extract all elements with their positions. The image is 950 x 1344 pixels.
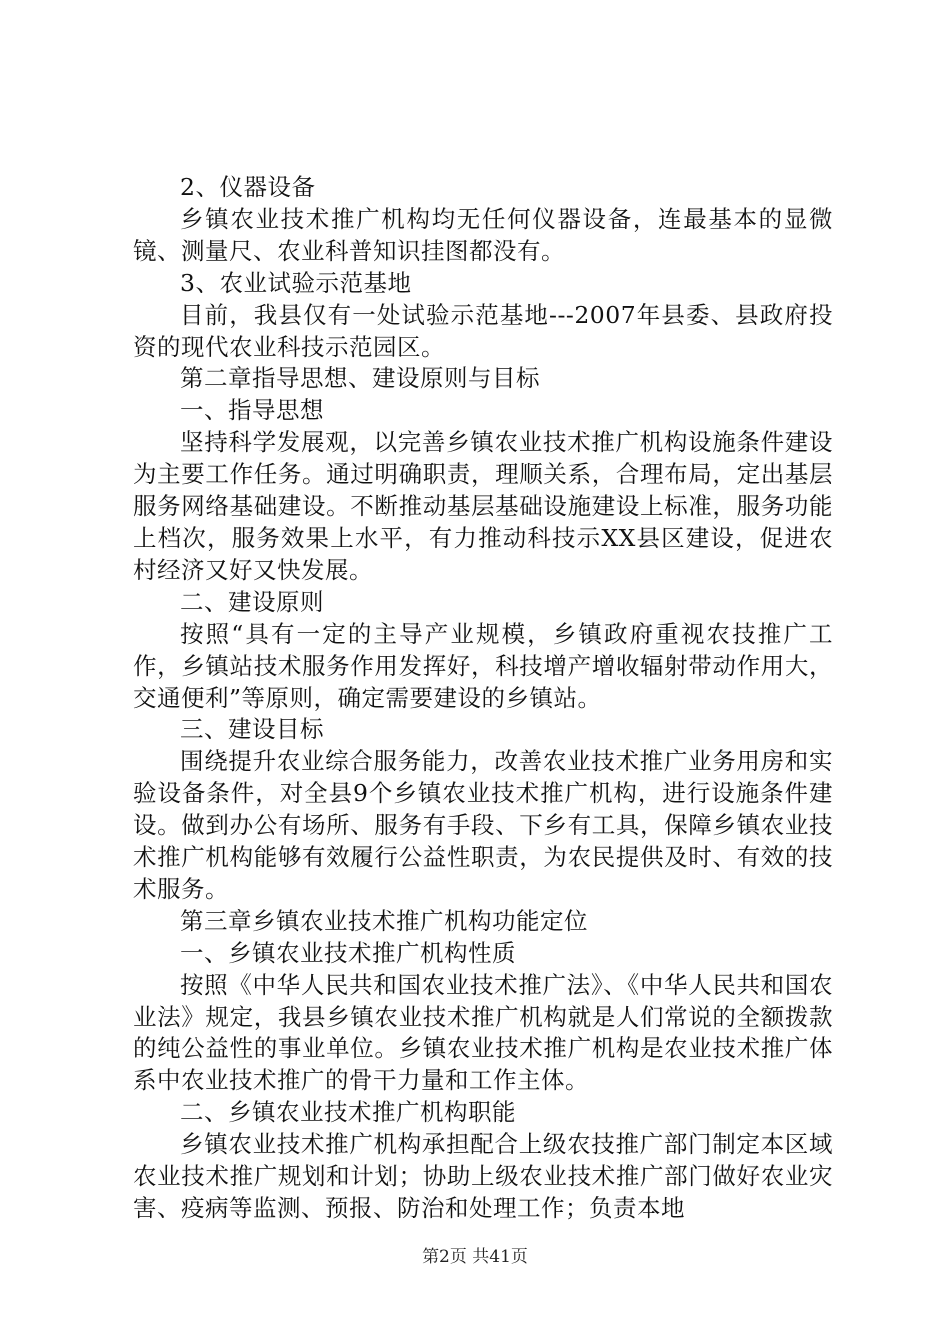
- chapter-heading: 第二章指导思想、建设原则与目标: [180, 364, 540, 393]
- page-number-footer: 第2页 共41页: [422, 1247, 528, 1267]
- section-heading: 二、乡镇农业技术推广机构职能: [180, 1098, 516, 1127]
- section-heading: 一、乡镇农业技术推广机构性质: [180, 938, 516, 967]
- paragraph: 乡镇农业技术推广机构均无任何仪器设备，连最基本的显微镜、测量尺、农业科普知识挂图都没有。: [133, 204, 833, 265]
- paragraph: 3、农业试验示范基地: [180, 268, 412, 297]
- section-heading: 三、建设目标: [180, 715, 324, 744]
- paragraph: 2、仪器设备: [180, 173, 316, 201]
- document-body: [133, 172, 833, 1225]
- paragraph: 按照《中华人民共和国农业技术推广法》、《中华人民共和国农业法》规定，我县乡镇农业技术推广机构就是人们常说的全额拨款的纯公益性的事业单位。乡镇农业技术推广机构是农业技术推广体系中农业技术推广的骨干力量和工作主体。: [133, 970, 833, 1095]
- paragraph: 坚持科学发展观，以完善乡镇农业技术推广机构设施条件建设为主要工作任务。通过明确职责，理顺关系，合理布局，定出基层服务网络基础建设。不断推动基层基础设施建设上标准，服务功能上档次，服务效果上水平，有力推动科技示XX县区建设，促进农村经济又好又快发展。: [133, 428, 833, 584]
- chapter-heading: 第三章乡镇农业技术推广机构功能定位: [180, 906, 588, 935]
- paragraph: 按照“具有一定的主导产业规模，乡镇政府重视农技推广工作，乡镇站技术服务作用发挥好，科技增产增收辐射带动作用大，交通便利”等原则，确定需要建设的乡镇站。: [133, 619, 833, 712]
- section-heading: 一、指导思想: [180, 396, 324, 425]
- section-heading: 二、建设原则: [180, 587, 324, 616]
- paragraph: 目前，我县仅有一处试验示范基地---2007年县委、县政府投资的现代农业科技示范园区。: [133, 300, 833, 361]
- paragraph: 围绕提升农业综合服务能力，改善农业技术推广业务用房和实验设备条件，对全县9个乡镇农业技术推广机构，进行设施条件建设。做到办公有场所、服务有手段、下乡有工具，保障乡镇农业技术推广机构能够有效履行公益性职责，为农民提供及时、有效的技术服务。: [133, 747, 833, 903]
- paragraph: 乡镇农业技术推广机构承担配合上级农技推广部门制定本区域农业技术推广规划和计划；协助上级农业技术推广部门做好农业灾害、疫病等监测、预报、防治和处理工作；负责本地: [133, 1130, 833, 1222]
